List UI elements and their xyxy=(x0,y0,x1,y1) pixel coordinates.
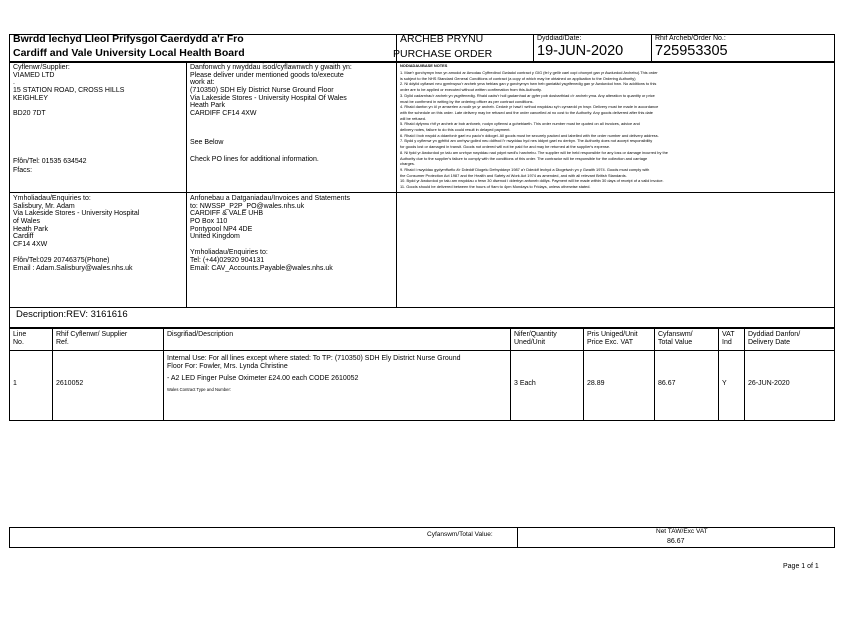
note-line: 5. Rhaid dyfynnu rhif yr archeb ar bob anfoneb, nodyn cyflenwi a gohebiaeth. This order number must be quoted on all invoices, advice and xyxy=(400,121,640,127)
row-delivery-date: 26-JUN-2020 xyxy=(748,380,790,387)
note-line: is subject to the NHS Standard General Conditions of contract (a copy of which may be obtained on application to the Ordering Authority) xyxy=(400,75,636,81)
col-header-line: Line No. xyxy=(13,331,27,346)
description-rev-box xyxy=(9,307,835,328)
check-po-lines-text: Check PO lines for additional information. xyxy=(190,156,319,163)
row-total: 86.67 xyxy=(658,380,676,387)
invoice-line: United Kingdom xyxy=(190,233,240,241)
enquiries-phone: Ffôn/Tel:029 20746375(Phone) xyxy=(13,256,110,264)
note-line: 10. Bydd yr Awdurdod yn talu am nwyddau o fewn 30 diwrnod i dderbyn anfoneb ddilys. Payment will be made within 30 days of receipt of a valid invoice. xyxy=(400,178,664,184)
notes-title: NODIADAU/BASE NOTES xyxy=(400,63,448,68)
note-line: 3. Dylid cadarnhau'r archeb yn ysgrifenedig. Rhaid cadw'r holl gadarnhad ar gyfer pob dosbarthiad o'r archeb yma. Any alteration to quantity or price xyxy=(400,92,655,98)
note-line: for goods lost or damaged in transit. Goods not ordered will not be paid for and may be returned at the supplier's expense. xyxy=(400,144,611,150)
supplier-block xyxy=(13,64,124,118)
supplier-line: 15 STATION ROAD, CROSS HILLS xyxy=(13,87,125,95)
invoice-line: PO Box 110 xyxy=(190,218,228,226)
date-value: 19-JUN-2020 xyxy=(537,43,624,59)
note-line: 1. Mae'r gorchymyn hwn yn amodol ar Amodau Cyffredinol Gwladol contract y GIG (fel y gellir cael copi ohonynt gan yr Awdurdod Archebu).This order xyxy=(400,70,658,75)
enquiries-line: Cardiff xyxy=(13,233,34,241)
doc-title-english: PURCHASE ORDER xyxy=(393,48,493,60)
doc-title-welsh: ARCHEB PRYNU xyxy=(400,33,484,45)
col-header-total: Cyfanswm/ Total Value xyxy=(658,331,693,346)
enquiries-line: Heath Park xyxy=(13,225,49,233)
date-label: Dyddiad/Date: xyxy=(537,35,582,42)
enquiries-block xyxy=(13,195,139,272)
row-quantity: 3 Each xyxy=(514,380,536,387)
note-line: 11. Goods should be delivered between the hours of 9am to 4pm Mondays to Fridays, unless otherwise stated. xyxy=(400,184,591,190)
order-number-value: 725953305 xyxy=(655,43,728,59)
enquiries-line: of Wales xyxy=(13,218,40,226)
invoice-line: Email: CAV_Accounts.Payable@wales.nhs.uk xyxy=(190,264,333,272)
row-vat-indicator: Y xyxy=(722,380,727,387)
note-line: 7. Bydd y cyflenwr yn gyfrifol am unrhyw golled neu ddifrod i'r nwyddau hyd nes iddynt gael eu derbyn. The Authority does not accept responsibility xyxy=(400,138,653,144)
note-line: the Consumer Protection Act 1987 and the Health and Safety at Work Act 1974 as amended, and with all relevant British Standards. xyxy=(400,172,627,178)
invoice-line: Tel: (+44)02920 904131 xyxy=(190,256,265,264)
supplier-line: KEIGHLEY xyxy=(13,94,49,102)
page-number: Page 1 of 1 xyxy=(783,563,819,570)
note-line: 6. Rhaid i bob nwydd a ddanfonir gael eu pacio'n ddiogel. All goods must be securely packed and labelled with the order number and delivery address. xyxy=(400,132,659,138)
supplier-label: Cyflenwr/Supplier: xyxy=(13,64,70,71)
invoice-line: CARDIFF & VALE UHB xyxy=(190,210,263,218)
deliver-line: work at: xyxy=(190,79,215,87)
col-header-quantity: Nifer/Quantity Uned/Unit xyxy=(514,331,557,346)
enquiries-line xyxy=(13,249,139,257)
supplier-phone: Ffôn/Tel: 01535 634542 xyxy=(13,158,87,165)
note-line: 9. Rhaid i nwyddau gydymffurfio â'r Ddeddf Diogelu Defnyddwyr 1987 a'r Ddeddf Iechyd a Diogelwch yn y Gwaith 1974. Goods must comply with xyxy=(400,166,650,172)
org-name-english: Cardiff and Vale University Local Health Board xyxy=(13,47,245,59)
col-header-supplier-ref: Rhif Cyflenwr/ Supplier Ref. xyxy=(56,331,128,346)
note-line: charges. xyxy=(400,161,415,167)
totals-box xyxy=(9,527,835,548)
invoices-block xyxy=(190,195,350,272)
row-supplier-ref: 2610052 xyxy=(56,380,84,387)
net-exc-vat-value: 86.67 xyxy=(667,538,685,545)
note-line: order are to be applied or executed without written confirmation from this Authority. xyxy=(400,87,542,93)
net-exc-vat-label: Net TAW/Exc VAT xyxy=(656,528,708,535)
invoice-line: Pontypool NP4 4DE xyxy=(190,225,253,233)
invoice-line: Ymholiadau/Enquiries to: xyxy=(190,249,268,257)
row-unit-price: 28.89 xyxy=(587,380,605,387)
enquiries-line: CF14 4XW xyxy=(13,241,48,249)
deliver-line: Please deliver under mentioned goods to/execute xyxy=(190,71,344,79)
order-number-label: Rhif Archeb/Order No.: xyxy=(655,35,726,42)
note-line: must be confirmed in writing by the ordering officer as per contract conditions. xyxy=(400,98,534,104)
note-line: 2. Ni ddylid cyflawni neu gymhwyso'r archeb yma heblaw gan y gorchymyn hwn heb ganiatâd ysgrifenedig gan yr Awdurdod hwn. No additions to this xyxy=(400,81,657,87)
col-header-delivery-date: Dyddiad Danfon/ Delivery Date xyxy=(748,331,801,346)
col-header-description: Disgrifiad/Description xyxy=(167,331,234,338)
note-line: 4. Rhaid danfon yn ôl yr amserlen a nodir yn yr archeb. Cedwir yr hawl i wrthod nwyddau sy'n cyrraedd yn hwyr. Delivery must be made in accordance xyxy=(400,104,659,110)
invoice-line: to: NWSSP_P2P_PO@wales.nhs.uk xyxy=(190,202,305,210)
col-header-unit-price: Pris Uniged/Unit Price Exc. VAT xyxy=(587,331,638,346)
enquiries-line: Salisbury, Mr. Adam xyxy=(13,202,75,210)
note-line: delivery notes, failure to do this could result in delayed payment. xyxy=(400,127,511,133)
deliver-line: Danfonwch y nwyddau isod/cyflawnwch y gwaith yn: xyxy=(190,64,352,71)
enquiries-line: Via Lakeside Stores - University Hospital xyxy=(13,210,140,218)
deliver-line: Heath Park xyxy=(190,102,226,110)
note-line: Authority due to the supplier's failure to comply with the conditions of this order. The contractor will be responsible for the collection and carriage xyxy=(400,155,648,161)
row-line-number: 1 xyxy=(13,380,17,387)
note-line: will be refused. xyxy=(400,115,426,121)
see-below-text: See Below xyxy=(190,139,224,146)
org-name-welsh: Bwrdd Iechyd Lleol Prifysgol Caerdydd a'r Fro xyxy=(13,33,244,45)
supplier-postcode: BD20 7DT xyxy=(13,110,46,118)
deliver-line: CARDIFF CF14 4XW xyxy=(190,110,257,118)
deliver-line: (710350) SDH Ely District Nurse Ground Floor xyxy=(190,87,334,95)
supplier-fax: Ffacs: xyxy=(13,167,33,174)
deliver-line: Via Lakeside Stores - University Hospital Of Wales xyxy=(190,94,347,102)
supplier-line: VIAMED LTD xyxy=(13,71,55,79)
description-rev: Description:REV: 3161616 xyxy=(16,309,128,320)
notes-block xyxy=(400,70,668,190)
invoice-line xyxy=(190,241,350,249)
note-line: 8. Ni fydd yr Awdurdod yn talu am unrhyw nwyddau nad ydynt wedi'u harchebu. The supplier will be held responsible for any loss or damage incurred by the xyxy=(400,149,668,155)
enquiries-line: Ymholiadau/Enquiries to: xyxy=(13,195,91,202)
enquiries-email: Email : Adam.Salisbury@wales.nhs.uk xyxy=(13,264,133,272)
total-value-label: Cyfanswm/Total Value: xyxy=(427,531,493,538)
invoice-line: Anfonebau a Datganiadau/Invoices and Statements xyxy=(190,195,350,202)
supplier-line xyxy=(13,102,124,110)
col-header-vat: VAT Ind xyxy=(722,331,735,346)
row-contract-type: Wales Contract Type and Number: xyxy=(167,387,232,392)
note-line: with the schedule on this order. Late delivery may be refused and the order cancelled at no cost to the Authority. Any goods delivered after this date xyxy=(400,109,653,115)
deliver-to-block xyxy=(190,64,352,118)
row-description: Internal Use: For all lines except where stated: To TP: (710350) SDH Ely District Nurse Ground Floor For: Fowler, Mrs. Lynda Christine - A2 LED Finger Pulse Oximeter £24.00 each CODE 2610052 xyxy=(167,355,461,383)
supplier-line: . xyxy=(13,79,15,87)
